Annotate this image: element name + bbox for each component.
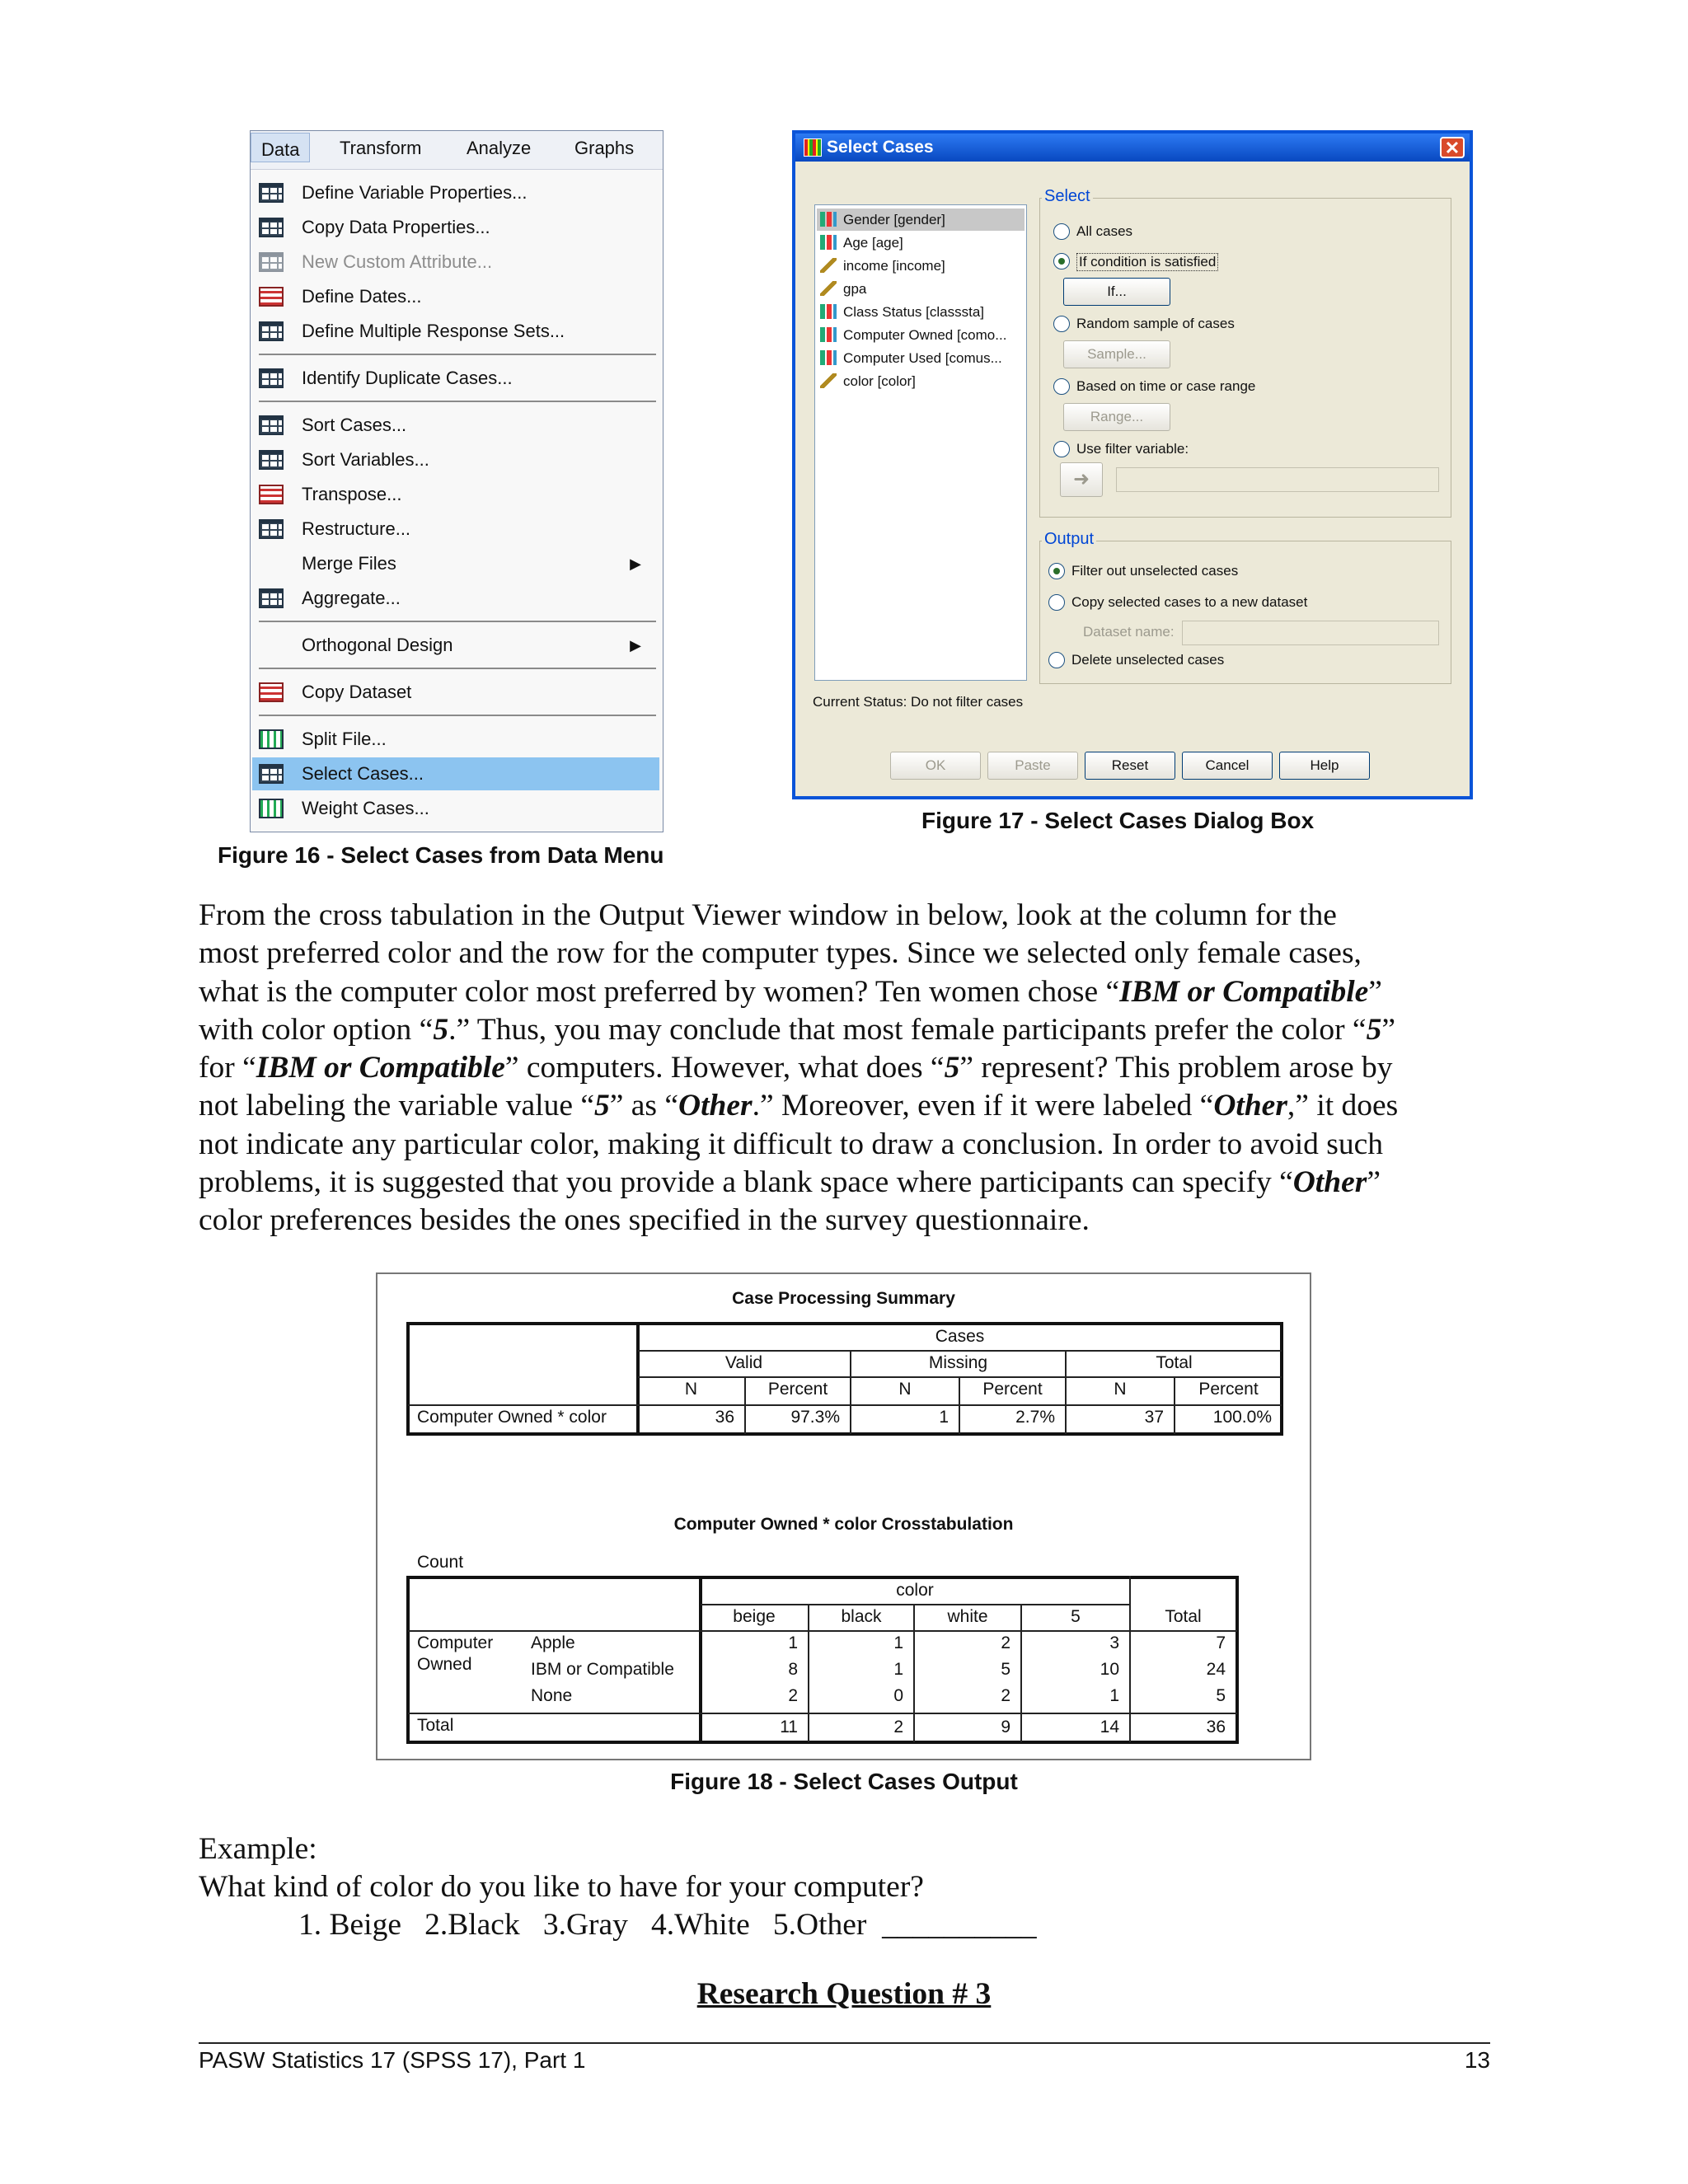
- menu-item-split-file[interactable]: Split File...: [252, 723, 659, 756]
- summary-cell: 36: [715, 1408, 734, 1427]
- menu-item-copy-data-properties[interactable]: Copy Data Properties...: [252, 211, 659, 244]
- body-paragraph: [199, 897, 1501, 1240]
- time-range-label: Based on time or case range: [1076, 378, 1256, 394]
- menu-analyze[interactable]: Analyze: [467, 138, 532, 158]
- crosstab-row-label: Apple: [531, 1633, 575, 1652]
- emphasis-text: 5: [433, 1012, 449, 1047]
- emphasis-text: 5: [594, 1089, 610, 1123]
- output-group: [1039, 530, 1451, 684]
- menu-item-orthogonal-design[interactable]: Orthogonal Design ▶: [252, 629, 659, 662]
- move-arrow-button[interactable]: [1060, 462, 1103, 497]
- menu-item-define-variable-properties[interactable]: Define Variable Properties...: [252, 176, 659, 209]
- text-run: ” represent? This problem arose by: [959, 1051, 1393, 1085]
- text-run: ”: [1367, 1165, 1381, 1200]
- text-run: not labeling the variable value “: [199, 1089, 595, 1123]
- filter-out-radio[interactable]: [1048, 563, 1065, 579]
- if-condition-radio[interactable]: [1053, 253, 1070, 269]
- crosstab-cell: 3: [1109, 1633, 1119, 1652]
- crosstab-cell: 9: [1001, 1718, 1010, 1736]
- text-run: most preferred color and the row for the computer types. Since we selected only female cases,: [199, 936, 1362, 971]
- menu-separator: [259, 715, 656, 716]
- filter-variable-field[interactable]: [1116, 467, 1439, 492]
- count-label: Count: [417, 1553, 464, 1572]
- crosstab-total-cell: 5: [1216, 1686, 1226, 1705]
- ok-button[interactable]: OK: [890, 752, 981, 780]
- copy-cases-label: Copy selected cases to a new dataset: [1071, 594, 1308, 610]
- select-cases-icon: [259, 764, 284, 784]
- arrow-right-icon: ➜: [1072, 468, 1090, 490]
- text-run: ”: [1381, 1012, 1395, 1047]
- summary-cell: 37: [1144, 1408, 1164, 1427]
- filter-out-label: Filter out unselected cases: [1071, 563, 1239, 579]
- split-file-icon: [259, 729, 284, 749]
- menu-bar: [251, 131, 663, 170]
- menu-item-transpose[interactable]: Transpose...: [252, 478, 659, 511]
- paragraph-line: [199, 1202, 1501, 1240]
- submenu-arrow-icon: ▶: [630, 555, 641, 572]
- calendar-icon: [259, 287, 284, 307]
- variable-item[interactable]: Computer Owned [como...: [817, 324, 1025, 346]
- color-column-header: 5: [1071, 1607, 1081, 1626]
- crosstab-cell: 2: [1001, 1633, 1010, 1652]
- menu-item-restructure[interactable]: Restructure...: [252, 513, 659, 546]
- variable-item[interactable]: Class Status [classsta]: [817, 301, 1025, 323]
- group-header: Missing: [928, 1353, 988, 1372]
- paragraph-line: [199, 1087, 1501, 1125]
- menu-item-new-custom-attribute: New Custom Attribute...: [252, 246, 659, 279]
- crosstab-cell: 1: [788, 1633, 798, 1652]
- random-sample-radio[interactable]: [1053, 316, 1070, 332]
- group-header: Total: [1156, 1353, 1193, 1372]
- dataset-name-field[interactable]: [1182, 621, 1439, 645]
- custom-attribute-icon: [259, 252, 284, 272]
- crosstab-cell: 8: [788, 1660, 798, 1679]
- time-range-radio[interactable]: [1053, 378, 1070, 395]
- footer-rule: [199, 2042, 1490, 2044]
- emphasis-text: Other: [1292, 1165, 1367, 1200]
- text-run: problems, it is suggested that you provide a blank space where participants can specify “: [199, 1165, 1293, 1200]
- sort-cases-icon: [259, 415, 284, 435]
- filter-variable-label: Use filter variable:: [1076, 441, 1189, 457]
- example-question: What kind of color do you like to have for your computer?: [199, 1870, 924, 1904]
- variable-item[interactable]: Computer Used [comus...: [817, 347, 1025, 369]
- text-run: .” Thus, you may conclude that most female participants prefer the color “: [448, 1012, 1367, 1047]
- copy-cases-radio[interactable]: [1048, 594, 1065, 611]
- menu-separator: [259, 401, 656, 402]
- total-column-header: Total: [1165, 1607, 1202, 1626]
- emphasis-text: IBM or Compatible: [256, 1051, 505, 1085]
- text-run: color preferences besides the ones specified in the survey questionnaire.: [199, 1203, 1090, 1238]
- crosstab-cell: 14: [1100, 1718, 1119, 1736]
- summary-cell: 97.3%: [790, 1408, 840, 1427]
- crosstab-row-label: None: [531, 1686, 573, 1705]
- all-cases-label: All cases: [1076, 223, 1133, 239]
- color-column-header: white: [947, 1607, 988, 1626]
- crosstab-total-cell: 24: [1206, 1660, 1226, 1679]
- copy-dataset-icon: [259, 682, 284, 702]
- example-heading: Example:: [199, 1832, 317, 1866]
- duplicate-icon: [259, 368, 284, 388]
- subhead: N: [684, 1380, 698, 1399]
- figure-17-caption: Figure 17 - Select Cases Dialog Box: [921, 808, 1315, 833]
- crosstab-cell: 1: [1109, 1686, 1119, 1705]
- select-cases-icon: [804, 138, 822, 157]
- text-run: From the cross tabulation in the Output Viewer window in below, look at the column for the: [199, 898, 1337, 932]
- example-options: 1. Beige 2.Black 3.Gray 4.White 5.Other __________: [298, 1908, 1037, 1942]
- crosstab-total-cell: 36: [1206, 1718, 1226, 1736]
- paragraph-line: [199, 897, 1501, 935]
- scale-variable-icon: [820, 281, 837, 296]
- color-column-header: beige: [733, 1607, 776, 1626]
- dataset-name-label: Dataset name:: [1083, 624, 1175, 640]
- menu-separator: [259, 354, 656, 355]
- output-group-label: Output: [1042, 530, 1096, 549]
- nominal-variable-icon: [820, 235, 837, 250]
- summary-title: Case Processing Summary: [732, 1289, 955, 1308]
- paragraph-line: [199, 935, 1501, 972]
- row-variable-label: Computer: [417, 1633, 494, 1652]
- emphasis-text: Other: [1213, 1089, 1287, 1123]
- menu-item-select-cases[interactable]: Select Cases...: [252, 757, 659, 790]
- submenu-arrow-icon: ▶: [630, 637, 641, 654]
- all-cases-radio[interactable]: [1053, 223, 1070, 240]
- transpose-icon: [259, 485, 284, 504]
- cancel-button[interactable]: Cancel: [1182, 752, 1273, 780]
- crosstab-cell: 2: [788, 1686, 798, 1705]
- text-run: ”: [1368, 974, 1382, 1009]
- range-button[interactable]: Range...: [1063, 403, 1170, 431]
- variable-item[interactable]: income [income]: [817, 255, 1025, 277]
- crosstab-cell: 11: [780, 1718, 798, 1736]
- menu-item-define-multiple-response-sets[interactable]: Define Multiple Response Sets...: [252, 315, 659, 348]
- scale-variable-icon: [820, 373, 837, 388]
- crosstab-cell: 5: [1001, 1660, 1010, 1679]
- copy-data-icon: [259, 218, 284, 237]
- paragraph-line: [199, 1164, 1501, 1202]
- select-group-label: Select: [1042, 187, 1093, 206]
- menu-transform[interactable]: Transform: [340, 138, 422, 158]
- summary-cell: 2.7%: [1015, 1408, 1055, 1427]
- sort-variables-icon: [259, 450, 284, 470]
- research-question-heading: Research Question # 3: [696, 1977, 992, 2011]
- nominal-variable-icon: [820, 327, 837, 342]
- menu-item-merge-files[interactable]: Merge Files ▶: [252, 547, 659, 580]
- color-header: color: [896, 1581, 934, 1600]
- subhead: N: [898, 1380, 912, 1399]
- aggregate-icon: [259, 588, 284, 608]
- paragraph-line: [199, 1126, 1501, 1164]
- figure-16-caption: Figure 16 - Select Cases from Data Menu: [218, 842, 664, 868]
- delete-cases-label: Delete unselected cases: [1071, 652, 1225, 668]
- data-menu: [250, 130, 663, 832]
- restructure-icon: [259, 519, 284, 539]
- dialog-title: Select Cases: [827, 138, 934, 157]
- select-group: [1039, 187, 1451, 518]
- menu-data[interactable]: Data: [251, 133, 310, 162]
- help-button[interactable]: Help: [1279, 752, 1370, 780]
- menu-item-identify-duplicate-cases[interactable]: Identify Duplicate Cases...: [252, 362, 659, 395]
- summary-cell: 1: [939, 1408, 949, 1427]
- crosstab-title: Computer Owned * color Crosstabulation: [673, 1515, 1014, 1534]
- nominal-variable-icon: [820, 304, 837, 319]
- figure-18-caption: Figure 18 - Select Cases Output: [670, 1769, 1018, 1794]
- current-status: Current Status: Do not filter cases: [813, 694, 1024, 710]
- nominal-variable-icon: [820, 350, 837, 365]
- text-run: ” as “: [609, 1089, 679, 1123]
- emphasis-text: 5: [1366, 1012, 1382, 1047]
- crosstab-cell: 2: [1001, 1686, 1010, 1705]
- text-run: for “: [199, 1051, 256, 1085]
- define-variable-icon: [259, 183, 284, 203]
- variable-item[interactable]: Gender [gender]: [817, 209, 1025, 231]
- menu-item-sort-variables[interactable]: Sort Variables...: [252, 443, 659, 476]
- crosstab-total-label: Total: [417, 1716, 454, 1735]
- random-sample-label: Random sample of cases: [1076, 316, 1235, 331]
- dialog-title-bar: [795, 134, 1470, 162]
- footer-title: PASW Statistics 17 (SPSS 17), Part 1: [199, 2047, 586, 2073]
- menu-item-aggregate[interactable]: Aggregate...: [252, 582, 659, 615]
- crosstab-cell: 2: [893, 1718, 903, 1736]
- subhead: Percent: [982, 1380, 1043, 1399]
- row-variable-label: Owned: [417, 1655, 472, 1674]
- subhead: N: [1114, 1380, 1127, 1399]
- emphasis-text: IBM or Compatible: [1119, 974, 1369, 1009]
- paragraph-line: [199, 1049, 1501, 1087]
- if-button[interactable]: If...: [1063, 278, 1170, 306]
- variable-item[interactable]: color [color]: [817, 370, 1025, 392]
- menu-graphs[interactable]: Graphs: [574, 138, 635, 158]
- menu-item-weight-cases[interactable]: Weight Cases...: [252, 792, 659, 825]
- menu-item-copy-dataset[interactable]: Copy Dataset: [252, 676, 659, 709]
- response-sets-icon: [259, 321, 284, 341]
- text-run: with color option “: [199, 1012, 434, 1047]
- crosstab-cell: 1: [893, 1660, 903, 1679]
- text-run: ,” it does: [1287, 1089, 1399, 1123]
- menu-separator: [259, 668, 656, 669]
- subhead: Percent: [1198, 1380, 1259, 1399]
- variable-item[interactable]: gpa: [817, 278, 1025, 300]
- paragraph-line: [199, 1011, 1501, 1049]
- color-column-header: black: [841, 1607, 882, 1626]
- weight-icon: [259, 799, 284, 818]
- crosstab-total-cell: 7: [1216, 1633, 1226, 1652]
- summary-row-label: Computer Owned * color: [417, 1408, 607, 1427]
- menu-item-sort-cases[interactable]: Sort Cases...: [252, 409, 659, 442]
- text-run: ” computers. However, what does “: [504, 1051, 945, 1085]
- text-run: not indicate any particular color, making it difficult to draw a conclusion. In order to avoid such: [199, 1127, 1383, 1161]
- page-number: 13: [1464, 2047, 1490, 2073]
- reset-button[interactable]: Reset: [1085, 752, 1175, 780]
- group-header: Valid: [724, 1353, 763, 1372]
- menu-separator: [259, 621, 656, 622]
- select-cases-dialog: [792, 130, 1473, 799]
- text-run: what is the computer color most preferred by women? Ten women chose “: [199, 974, 1120, 1009]
- variable-item[interactable]: Age [age]: [817, 232, 1025, 254]
- sample-button[interactable]: Sample...: [1063, 340, 1170, 368]
- if-condition-label: If condition is satisfied: [1076, 253, 1218, 271]
- crosstab-cell: 0: [893, 1686, 903, 1705]
- menu-item-define-dates[interactable]: Define Dates...: [252, 280, 659, 313]
- close-button[interactable]: ✕: [1440, 137, 1465, 158]
- crosstab-cell: 1: [893, 1633, 903, 1652]
- summary-cell: 100.0%: [1212, 1408, 1272, 1427]
- variable-list[interactable]: [814, 204, 1027, 681]
- crosstab-cell: 10: [1100, 1660, 1119, 1679]
- paragraph-line: [199, 973, 1501, 1011]
- nominal-variable-icon: [820, 212, 837, 227]
- output-viewer: [376, 1272, 1311, 1760]
- cases-header: Cases: [935, 1327, 985, 1346]
- subhead: Percent: [767, 1380, 828, 1399]
- text-run: .” Moreover, even if it were labeled “: [752, 1089, 1214, 1123]
- scale-variable-icon: [820, 258, 837, 273]
- paste-button[interactable]: Paste: [987, 752, 1078, 780]
- crosstab-row-label: IBM or Compatible: [531, 1660, 674, 1679]
- delete-cases-radio[interactable]: [1048, 652, 1065, 668]
- filter-variable-radio[interactable]: [1053, 441, 1070, 457]
- emphasis-text: 5: [944, 1051, 960, 1085]
- emphasis-text: Other: [678, 1089, 753, 1123]
